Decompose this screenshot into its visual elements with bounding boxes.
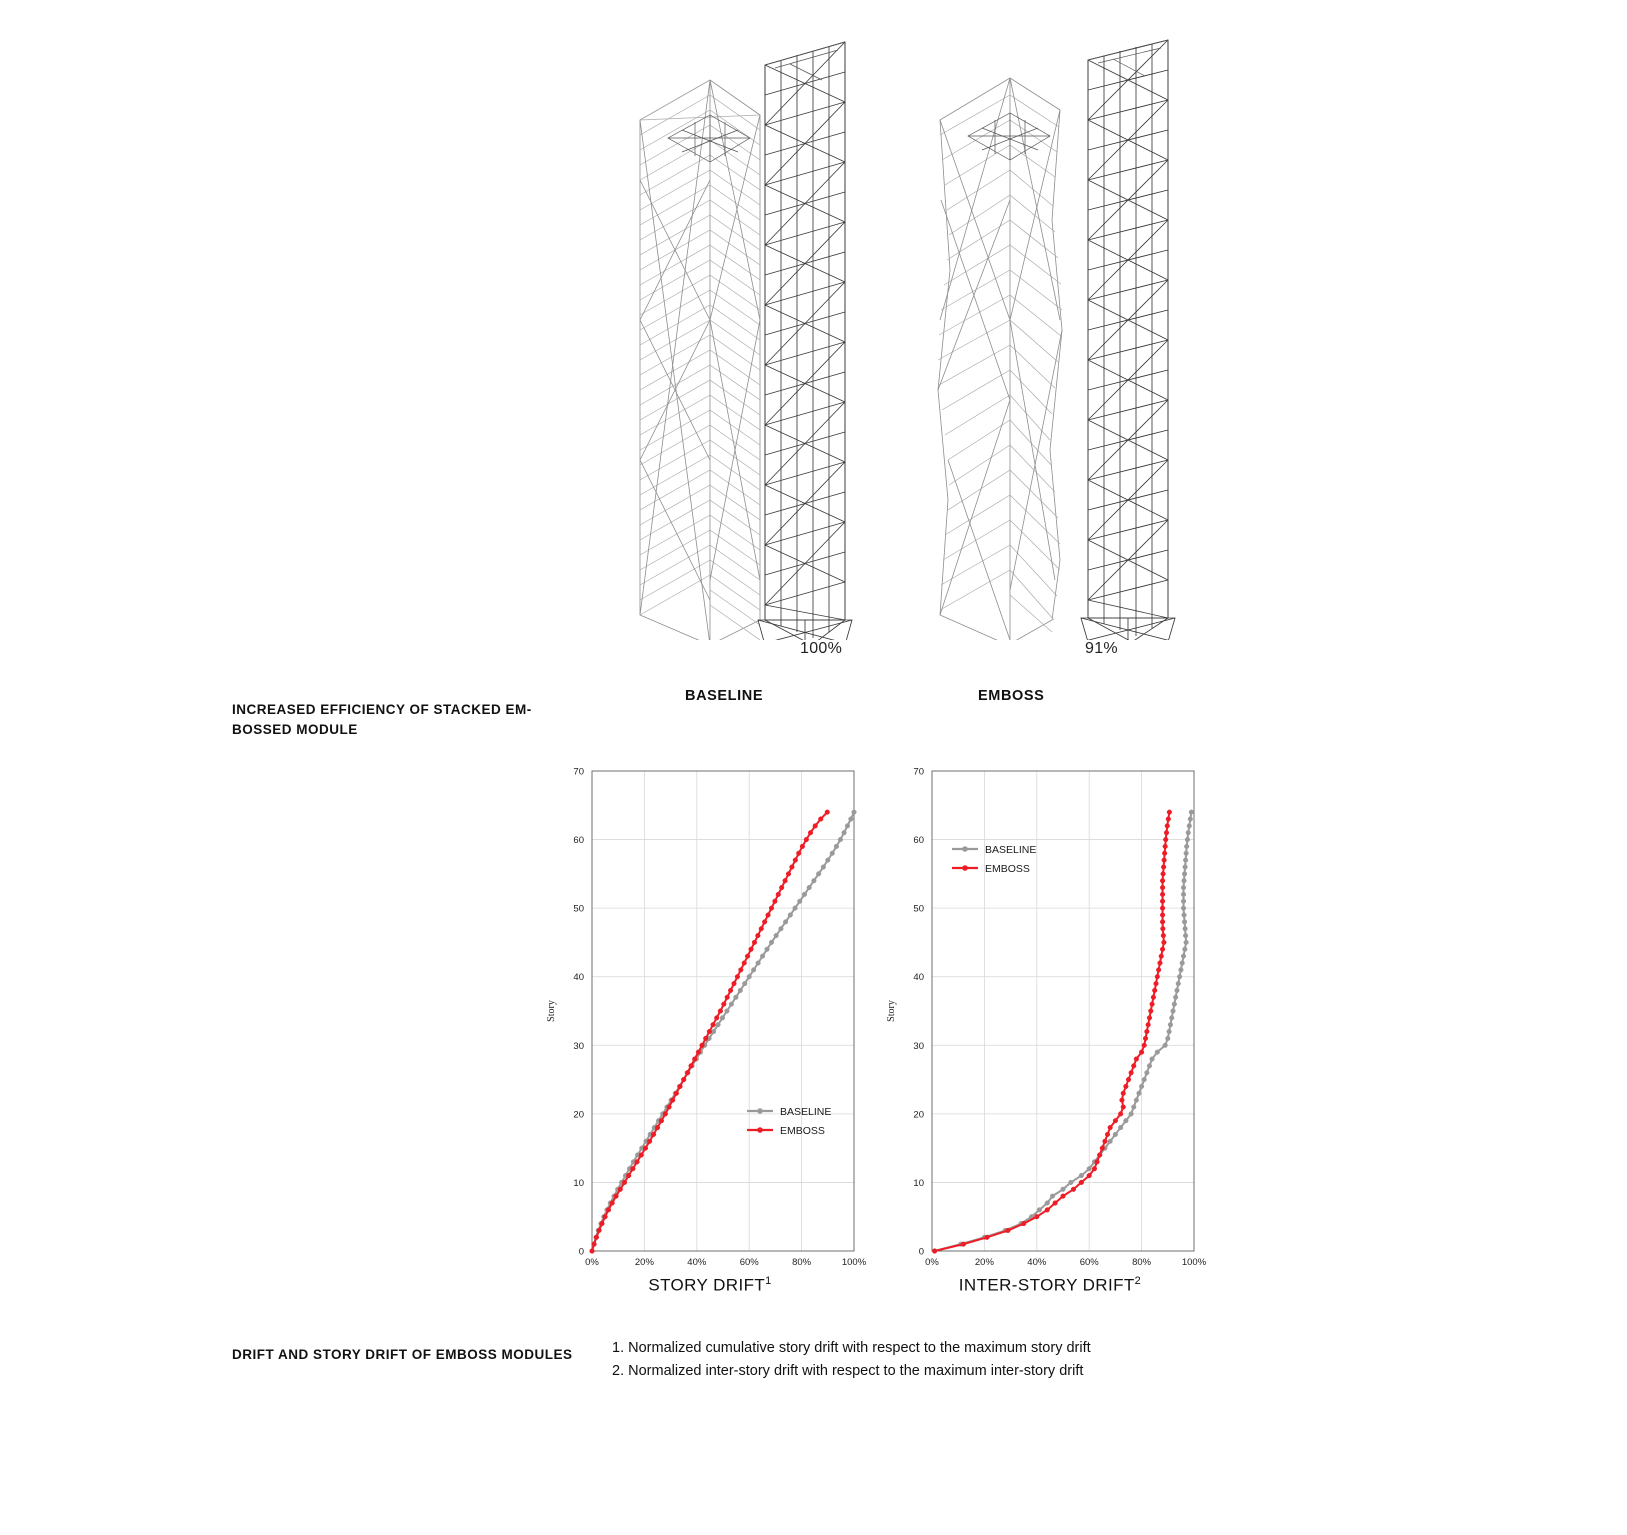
svg-text:20: 20 — [913, 1109, 924, 1121]
svg-text:20%: 20% — [974, 1257, 994, 1268]
chart-story-drift — [540, 755, 880, 1295]
svg-text:10: 10 — [913, 1177, 924, 1189]
svg-text:60: 60 — [913, 835, 924, 847]
svg-text:0: 0 — [578, 1246, 584, 1258]
footnote-2: 2. Normalized inter-story drift with respect to the maximum inter-story drift — [612, 1363, 1084, 1380]
inter-story-drift-title-sup: 2 — [1134, 1275, 1142, 1287]
svg-text:0%: 0% — [925, 1257, 939, 1268]
svg-text:50: 50 — [913, 903, 924, 915]
svg-text:60: 60 — [573, 835, 584, 847]
svg-text:0%: 0% — [585, 1257, 599, 1268]
svg-text:80%: 80% — [792, 1257, 812, 1268]
emboss-percent-label: 91% — [1085, 640, 1118, 657]
tower-percent-row — [600, 640, 1260, 666]
svg-text:EMBOSS: EMBOSS — [780, 1124, 825, 1137]
footnote-1: 1. Normalized cumulative story drift with respect to the maximum story drift — [612, 1340, 1091, 1356]
tower-wireframes-svg — [600, 20, 1260, 640]
tower-diagram-group — [600, 20, 1260, 640]
story-drift-plot — [540, 755, 880, 1275]
svg-text:30: 30 — [913, 1040, 924, 1052]
story-drift-title — [540, 1275, 880, 1296]
svg-text:70: 70 — [573, 766, 584, 778]
svg-text:60%: 60% — [1079, 1257, 1099, 1268]
story-drift-title-sup: 1 — [765, 1275, 772, 1287]
svg-text:EMBOSS: EMBOSS — [985, 862, 1030, 875]
baseline-percent-label: 100% — [800, 640, 843, 657]
svg-text:0: 0 — [918, 1246, 924, 1258]
inter-story-drift-title-text: INTER-STORY DRIFT — [958, 1275, 1135, 1295]
svg-text:40%: 40% — [1027, 1257, 1047, 1268]
svg-text:40: 40 — [913, 972, 924, 984]
tower-label-row — [600, 688, 1300, 712]
svg-text:30: 30 — [573, 1040, 584, 1052]
emboss-model-label: EMBOSS — [978, 688, 1045, 704]
svg-text:50: 50 — [573, 903, 584, 915]
caption-increased-efficiency: INCREASED EFFICIENCY OF STACKED EM-BOSSED MODULE — [232, 702, 532, 738]
svg-text:20: 20 — [573, 1109, 584, 1121]
svg-text:70: 70 — [913, 766, 924, 778]
chart-inter-story-drift — [880, 755, 1220, 1295]
svg-text:40: 40 — [573, 972, 584, 984]
svg-text:10: 10 — [573, 1177, 584, 1189]
caption-drift-and-story-drift: DRIFT AND STORY DRIFT OF EMBOSS MODULES — [232, 1347, 573, 1362]
baseline-structure — [758, 42, 852, 640]
charts-container — [540, 755, 1240, 1295]
inter-story-drift-title — [880, 1275, 1220, 1296]
footnotes — [612, 1337, 1352, 1384]
baseline-model-label: BASELINE — [685, 688, 764, 704]
emboss-structure — [1081, 40, 1175, 640]
svg-text:40%: 40% — [687, 1257, 707, 1268]
baseline-massing — [640, 80, 760, 640]
svg-text:Story: Story — [546, 1000, 557, 1022]
story-drift-title-text: STORY DRIFT — [648, 1275, 766, 1295]
svg-text:100%: 100% — [1181, 1257, 1207, 1268]
svg-text:BASELINE: BASELINE — [780, 1105, 832, 1118]
svg-text:100%: 100% — [841, 1257, 867, 1268]
svg-text:20%: 20% — [634, 1257, 654, 1268]
svg-text:80%: 80% — [1132, 1257, 1152, 1268]
emboss-massing — [938, 78, 1062, 640]
svg-text:Story: Story — [886, 1000, 897, 1022]
inter-story-drift-plot — [880, 755, 1220, 1275]
svg-text:BASELINE: BASELINE — [985, 843, 1037, 856]
svg-text:60%: 60% — [739, 1257, 759, 1268]
